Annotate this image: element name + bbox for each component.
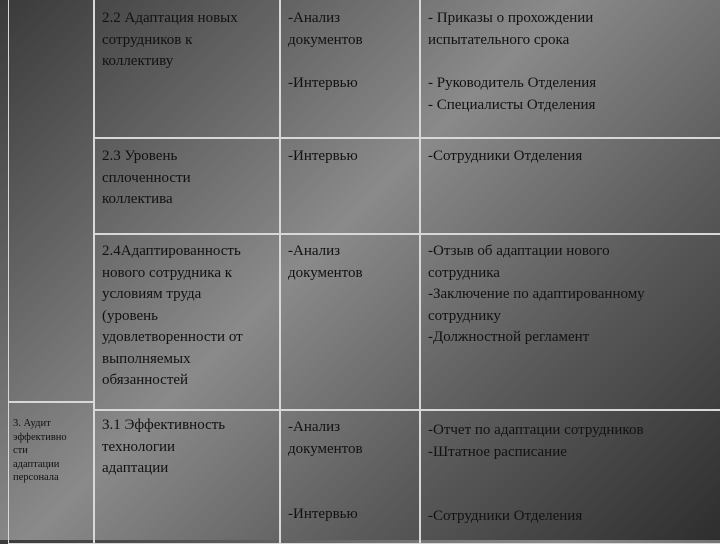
criterion-text: 3.1 Эффективность технологии адаптации — [102, 417, 226, 476]
method-text: -Анализ документов — [288, 243, 363, 281]
method-text: -Анализ документов — [288, 419, 363, 457]
method-text: -Интервью — [288, 148, 358, 164]
source-text: -Отчет по адаптации сотрудников -Штатное расписание — [428, 422, 644, 460]
method-text: -Анализ документов — [288, 10, 363, 48]
source-text: - Приказы о прохождении испытательного срока — [428, 10, 594, 48]
method-text: -Интервью — [288, 75, 358, 91]
method-text: -Интервью — [288, 506, 358, 522]
source-text: -Сотрудники Отделения — [428, 508, 583, 524]
source-text: -Отзыв об адаптации нового сотрудника -Заключение по адаптированному сотруднику -Должностной регламент — [428, 243, 645, 345]
section-text: 3. Аудит эффективно сти адаптации персонала — [13, 418, 67, 483]
criterion-text: 2.4Адаптированность нового сотрудника к условиям труда (уровень удовлетворенности от выполняемых обязанностей — [102, 243, 243, 388]
source-text: -Сотрудники Отделения — [428, 148, 583, 164]
criterion-text: 2.3 Уровень сплоченности коллектива — [102, 148, 191, 207]
source-text: - Руководитель Отделения - Специалисты Отделения — [428, 75, 597, 113]
criterion-text: 2.2 Адаптация новых сотрудников к коллективу — [102, 10, 238, 69]
section-column-cell — [8, 0, 94, 402]
